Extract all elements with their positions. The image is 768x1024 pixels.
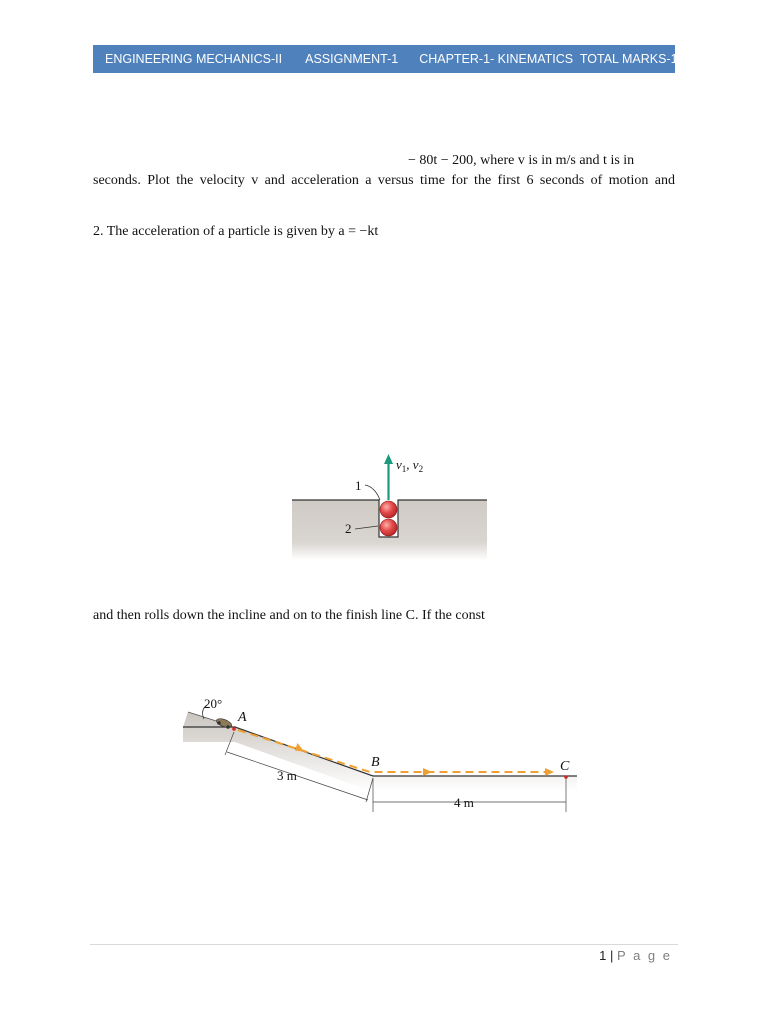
page-word: P a g e bbox=[617, 948, 672, 963]
body-line-2: seconds. Plot the velocity v and acceleration a versus time for the first 6 seconds of motion and bbox=[93, 173, 675, 188]
header-chapter: CHAPTER-1- KINEMATICS TOTAL MARKS-100 bbox=[419, 52, 692, 66]
point-c-label: C bbox=[560, 759, 570, 774]
header-course: ENGINEERING MECHANICS-II bbox=[105, 52, 283, 66]
document-header bbox=[93, 45, 692, 73]
ball-1-leader bbox=[365, 485, 380, 500]
page-number: 1 bbox=[599, 948, 607, 963]
figure-balls-in-slot bbox=[285, 445, 495, 565]
figure-incline bbox=[180, 690, 585, 820]
point-b-label: B bbox=[371, 755, 380, 770]
body-line-1: − 80t − 200, where v is in m/s and t is in bbox=[408, 153, 635, 168]
path-arrow-3 bbox=[545, 768, 554, 776]
dim-ab-label: 3 m bbox=[277, 768, 297, 783]
header-assignment: ASSIGNMENT-1 bbox=[305, 52, 399, 66]
ball-2 bbox=[380, 519, 397, 536]
body-line-incline: and then rolls down the incline and on to the finish line C. If the const bbox=[93, 608, 485, 623]
dim-bc-label: 4 m bbox=[454, 795, 474, 810]
point-a-marker bbox=[232, 727, 236, 731]
path-arrow-2 bbox=[423, 768, 432, 776]
point-a-label: A bbox=[238, 710, 247, 725]
footer-divider bbox=[90, 944, 678, 945]
ball-1-label: 1 bbox=[355, 478, 362, 493]
angle-label: 20° bbox=[204, 696, 223, 711]
page-footer bbox=[599, 948, 672, 963]
velocity-label: $v_1$, $v_2$ bbox=[396, 457, 424, 474]
ball-2-label: 2 bbox=[345, 521, 352, 536]
ball-1 bbox=[380, 501, 397, 518]
question-2: 2. The acceleration of a particle is given by a = −kt bbox=[93, 224, 379, 239]
velocity-arrow-head bbox=[384, 454, 393, 464]
page-separator: | bbox=[610, 948, 614, 963]
